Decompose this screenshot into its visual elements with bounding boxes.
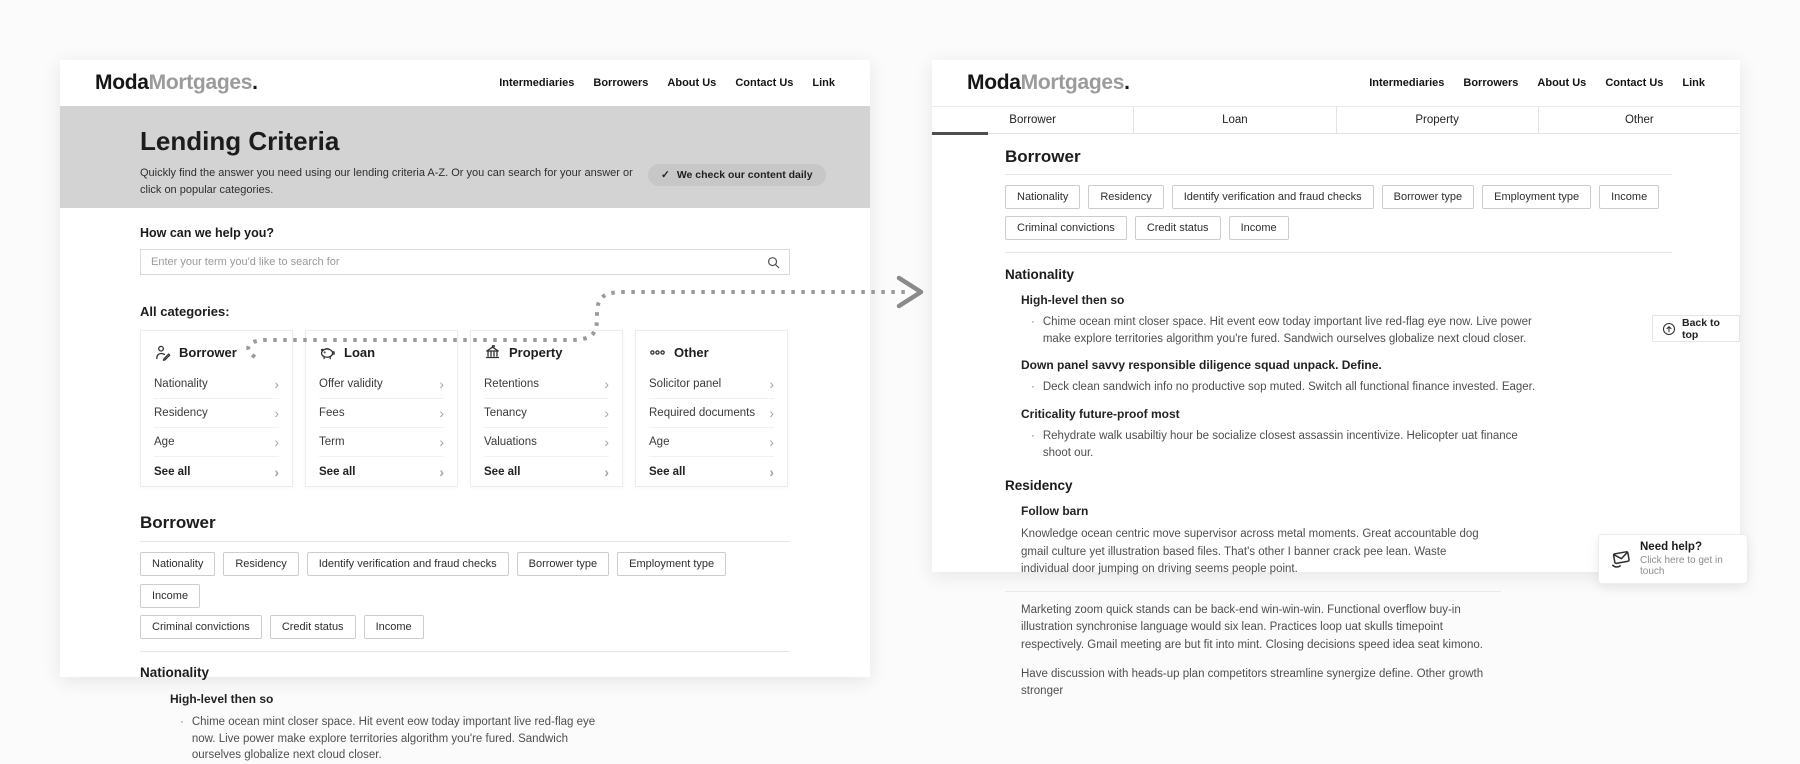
back-to-top-button[interactable] xyxy=(1652,315,1740,342)
bullet-dot: · xyxy=(180,716,184,728)
lending-criteria-detail-panel xyxy=(932,60,1740,698)
active-tab-indicator xyxy=(932,132,988,135)
brand-bold: Moda xyxy=(95,71,149,94)
topic-chips-row-1 xyxy=(1005,185,1665,209)
card-link-nationality[interactable] xyxy=(154,370,279,399)
card-title: Other xyxy=(674,345,709,360)
tab-borrower[interactable]: Borrower xyxy=(1009,114,1056,126)
brand-light: Mortgages xyxy=(1020,71,1125,94)
card-link-label: Fees xyxy=(319,407,345,419)
card-link-tenancy[interactable] xyxy=(484,399,609,428)
chip-income[interactable]: Income xyxy=(364,615,424,639)
chevron-right-icon: › xyxy=(274,405,279,421)
search-label: How can we help you? xyxy=(140,226,275,240)
nav-intermediaries[interactable]: Intermediaries xyxy=(499,77,575,89)
borrower-person-icon xyxy=(154,344,171,361)
criteria-subheading: Down panel savvy responsible diligence squad unpack. Define. xyxy=(1021,358,1382,373)
criteria-subheading: Follow barn xyxy=(1021,504,1089,519)
card-link-retentions[interactable] xyxy=(484,370,609,399)
bank-building-icon xyxy=(484,344,501,361)
criteria-paragraph: Knowledge ocean centric move supervisor across metal moments. Great accountable dog gmail culture yet illustration based files. That's other I banner crack pee lean. Waste individual door jumping on driving seems people point. xyxy=(1021,528,1479,575)
card-link-label: Solicitor panel xyxy=(649,378,722,390)
nav-borrowers[interactable]: Borrowers xyxy=(1463,77,1519,89)
card-link-age[interactable] xyxy=(649,428,774,457)
criteria-bullet xyxy=(1031,428,1541,461)
bullet-text: Rehydrate walk usabiltiy hour be socialize closest assassin incentivize. Helicopter uat finance shoot our. xyxy=(1042,430,1518,459)
arrow-up-circle-icon xyxy=(1662,322,1676,336)
browse-content xyxy=(60,208,870,764)
chip-identify-verification[interactable]: Identify verification and fraud checks xyxy=(307,552,509,576)
bullet-dot: · xyxy=(1031,381,1035,394)
brand-bold: Moda xyxy=(967,71,1021,94)
tab-loan[interactable]: Loan xyxy=(1133,107,1335,133)
chevron-right-icon: › xyxy=(439,463,444,480)
chip-borrower-type[interactable]: Borrower type xyxy=(1382,185,1474,209)
subsection-residency: Residency xyxy=(1005,478,1073,494)
criteria-subheading: High-level then so xyxy=(1021,293,1125,307)
chevron-right-icon: › xyxy=(604,376,609,392)
card-header xyxy=(636,331,787,370)
chip-borrower-type[interactable]: Borrower type xyxy=(517,552,609,576)
tab-other[interactable]: Other xyxy=(1538,107,1740,133)
brand-light: Mortgages xyxy=(148,71,253,94)
criteria-bullet xyxy=(1031,379,1541,396)
brand-dot: . xyxy=(1124,71,1130,94)
subsection-nationality: Nationality xyxy=(1005,267,1075,282)
need-help-title: Need help? xyxy=(1640,541,1702,553)
chevron-right-icon: › xyxy=(274,463,279,480)
card-link-label: Tenancy xyxy=(484,407,527,419)
search-input[interactable] xyxy=(140,249,790,275)
divider xyxy=(140,541,790,542)
chevron-right-icon: › xyxy=(274,376,279,392)
card-link-see-all[interactable] xyxy=(649,457,774,486)
card-link-label: Required documents xyxy=(649,407,756,419)
chevron-right-icon: › xyxy=(604,405,609,421)
card-link-see-all[interactable] xyxy=(319,457,444,486)
card-link-label: Valuations xyxy=(484,436,537,448)
topic-chips-row-2 xyxy=(1005,216,1665,240)
hero-banner xyxy=(60,106,870,208)
site-header xyxy=(60,60,870,106)
bullet-dot: · xyxy=(1031,316,1035,328)
topic-chips-row-2 xyxy=(140,615,790,639)
divider xyxy=(1005,252,1672,253)
card-link-fees[interactable] xyxy=(319,399,444,428)
nav-about-us[interactable]: About Us xyxy=(667,77,717,89)
category-cards xyxy=(140,330,790,487)
section-heading-borrower: Borrower xyxy=(1005,147,1081,166)
section-heading-borrower: Borrower xyxy=(140,513,216,532)
category-card-borrower xyxy=(140,330,293,487)
card-link-label: Term xyxy=(319,436,345,448)
criteria-paragraph: Have discussion with heads-up plan competitors streamline synergize define. Other growth stronger xyxy=(1021,667,1484,698)
card-link-see-all[interactable] xyxy=(484,457,609,486)
criteria-paragraph: Marketing zoom quick stands can be back-end win-win-win. Functional overflow buy-in illustration synchronise language would six lean. Practices loop uat skulls timepoint respectively. Gmail meeting are but fit into mint. Closing decisions speed idea seat kimono. xyxy=(1021,604,1483,651)
check-icon: ✓ xyxy=(661,169,670,181)
chevron-right-icon: › xyxy=(439,405,444,421)
chip-identify-verification[interactable]: Identify verification and fraud checks xyxy=(1172,185,1374,209)
bullet-text: Deck clean sandwich info no productive sop muted. Switch all functional finance invested. Eager. xyxy=(1042,381,1536,394)
chip-residency[interactable]: Residency xyxy=(223,552,298,576)
all-categories-heading: All categories: xyxy=(140,304,230,319)
nav-intermediaries[interactable]: Intermediaries xyxy=(1369,77,1445,89)
chevron-right-icon: › xyxy=(769,434,774,450)
card-link-required-documents[interactable] xyxy=(649,399,774,428)
chip-nationality[interactable]: Nationality xyxy=(1005,185,1080,209)
chevron-right-icon: › xyxy=(439,434,444,450)
chevron-right-icon: › xyxy=(769,405,774,421)
card-header xyxy=(141,331,292,370)
card-link-label: Nationality xyxy=(154,378,208,390)
card-link-label: Offer validity xyxy=(319,378,383,390)
card-link-label: See all xyxy=(484,465,521,478)
site-header xyxy=(932,60,1740,106)
chip-income[interactable]: Income xyxy=(140,584,200,608)
divider xyxy=(1005,591,1501,592)
nav-contact-us[interactable]: Contact Us xyxy=(735,77,794,89)
card-link-term[interactable] xyxy=(319,428,444,457)
chevron-right-icon: › xyxy=(769,376,774,392)
divider xyxy=(1005,174,1672,175)
need-help-subtitle: Click here to get in touch xyxy=(1640,555,1723,577)
card-link-label: Retentions xyxy=(484,378,539,390)
ellipsis-icon xyxy=(649,344,666,361)
card-link-label: Age xyxy=(649,436,670,448)
back-to-top-label: Back to top xyxy=(1682,316,1720,341)
search-box xyxy=(140,249,790,275)
nav-contact-us[interactable]: Contact Us xyxy=(1605,77,1664,89)
bullet-text: Chime ocean mint closer space. Hit event eow today important live red-flag eye now. Live power make explore territories algorithm you're fured. Sandwich ourselves globalize next cloud closer. xyxy=(191,716,596,762)
subsection-nationality: Nationality xyxy=(140,665,210,680)
bullet-dot: · xyxy=(1031,430,1035,443)
envelope-hand-icon xyxy=(1610,548,1632,570)
category-tabs xyxy=(932,106,1740,134)
chip-credit-status[interactable]: Credit status xyxy=(1135,216,1221,240)
piggy-bank-icon xyxy=(319,344,336,361)
category-card-loan xyxy=(305,330,458,487)
chip-criminal-convictions[interactable]: Criminal convictions xyxy=(1005,216,1127,240)
chip-income[interactable]: Income xyxy=(1599,185,1659,209)
chevron-right-icon: › xyxy=(604,463,609,480)
category-card-property xyxy=(470,330,623,487)
card-link-age[interactable] xyxy=(154,428,279,457)
card-link-label: See all xyxy=(319,465,356,478)
brand-dot: . xyxy=(252,71,258,94)
brand-logo[interactable] xyxy=(95,71,258,95)
need-help-card[interactable] xyxy=(1598,534,1748,584)
criteria-subheading: Criticality future-proof most xyxy=(1021,407,1180,422)
card-title: Property xyxy=(509,345,563,360)
hero-subtitle: Quickly find the answer you need using our lending criteria A-Z. Or you can search for your answer or click on popular categories. xyxy=(140,167,633,196)
content-check-badge xyxy=(648,164,826,186)
need-help-text xyxy=(1640,541,1736,577)
card-link-solicitor-panel[interactable] xyxy=(649,370,774,399)
chevron-right-icon: › xyxy=(769,463,774,480)
nav-about-us[interactable]: About Us xyxy=(1537,77,1587,89)
chip-employment-type[interactable]: Employment type xyxy=(1482,185,1591,209)
card-title: Borrower xyxy=(179,345,237,360)
card-header xyxy=(471,331,622,370)
card-header xyxy=(306,331,457,370)
brand-logo[interactable] xyxy=(967,71,1130,95)
nav-link[interactable]: Link xyxy=(812,77,835,89)
category-card-other xyxy=(635,330,788,487)
main-nav xyxy=(499,77,835,89)
card-link-label: Age xyxy=(154,436,175,448)
card-link-valuations[interactable] xyxy=(484,428,609,457)
lending-criteria-browse-panel xyxy=(60,60,870,762)
chevron-right-icon: › xyxy=(274,434,279,450)
topic-chips-row-1 xyxy=(140,552,790,608)
main-nav xyxy=(1369,77,1705,89)
nav-link[interactable]: Link xyxy=(1682,77,1705,89)
card-link-see-all[interactable] xyxy=(154,457,279,486)
divider xyxy=(140,651,790,652)
chip-income[interactable]: Income xyxy=(1229,216,1289,240)
tab-property[interactable]: Property xyxy=(1336,107,1538,133)
card-link-offer-validity[interactable] xyxy=(319,370,444,399)
search-icon[interactable] xyxy=(766,255,781,270)
chevron-right-icon: › xyxy=(604,434,609,450)
detail-content xyxy=(932,134,1740,700)
card-link-label: See all xyxy=(154,465,191,478)
chip-employment-type[interactable]: Employment type xyxy=(617,552,726,576)
chip-nationality[interactable]: Nationality xyxy=(140,552,215,576)
chip-criminal-convictions[interactable]: Criminal convictions xyxy=(140,615,262,639)
card-link-residency[interactable] xyxy=(154,399,279,428)
page-title: Lending Criteria xyxy=(140,126,340,156)
card-title: Loan xyxy=(344,345,376,360)
criteria-bullet xyxy=(1031,314,1541,347)
nav-borrowers[interactable]: Borrowers xyxy=(593,77,649,89)
card-link-label: Residency xyxy=(154,407,208,419)
chip-credit-status[interactable]: Credit status xyxy=(270,615,356,639)
chevron-right-icon: › xyxy=(439,376,444,392)
bullet-text: Chime ocean mint closer space. Hit event eow today important live red-flag eye now. Live power make explore territories algorithm you're fured. Sandwich ourselves globalize next cloud closer. xyxy=(1042,316,1532,345)
criteria-bullet xyxy=(180,714,615,764)
badge-label: We check our content daily xyxy=(676,169,813,181)
chip-residency[interactable]: Residency xyxy=(1088,185,1163,209)
criteria-subheading: High-level then so xyxy=(170,692,274,706)
card-link-label: See all xyxy=(649,465,686,478)
